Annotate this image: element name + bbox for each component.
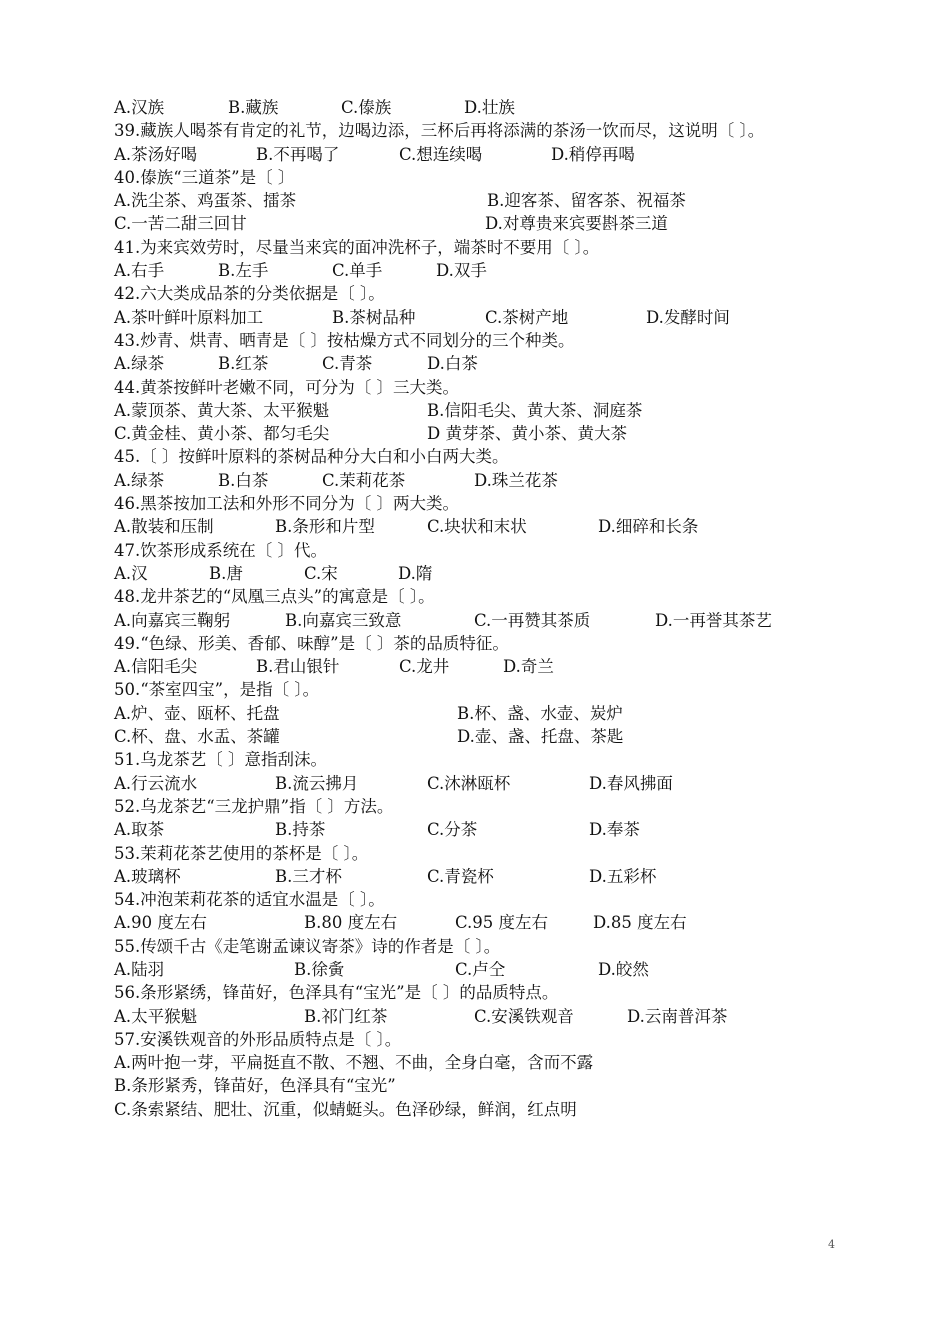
answer-options-row [114,958,874,981]
answer-option: A.玻璃杯 [114,866,181,886]
question-text: 52.乌龙茶艺“三龙护鼎”指〔 〕方法。 [114,796,394,816]
answer-option: D.一再誉其茶艺 [655,610,772,630]
answer-option: C.卢仝 [455,959,506,979]
answer-option: A.茶叶鲜叶原料加工 [114,307,264,327]
answer-option: B.信阳毛尖、黄大茶、洞庭茶 [427,400,643,420]
answer-options-row [114,818,874,841]
answer-option: B.迎客茶、留客茶、祝福茶 [487,191,686,211]
question-text: 47.饮茶形成系统在〔 〕代。 [114,540,327,560]
answer-options-row [114,96,874,119]
answer-option: C.茉莉花茶 [322,470,406,490]
answer-option: A.绿茶 [114,470,165,490]
answer-options-row [114,212,874,235]
answer-option: C.块状和末状 [427,517,527,537]
answer-option: D.双手 [436,261,487,281]
answer-options-row [114,515,874,538]
answer-option: B.三才杯 [275,866,342,886]
answer-option: D 黄芽茶、黄小茶、黄大茶 [427,424,627,444]
answer-option: B.君山银针 [256,657,340,677]
answer-option: C.宋 [304,563,338,583]
answer-option: B.持茶 [275,820,326,840]
answer-option: A.洗尘茶、鸡蛋茶、擂茶 [114,191,297,211]
question-text: 51.乌龙茶艺〔 〕意指刮沫。 [114,750,327,770]
answer-option: D.奇兰 [503,657,554,677]
question-list [114,96,874,1121]
answer-option: C.青茶 [322,354,373,374]
answer-options-row [114,702,874,725]
question-text: 45.〔 〕按鲜叶原料的茶树品种分大白和小白两大类。 [114,447,509,467]
answer-option: B.杯、盏、水壶、炭炉 [457,703,623,723]
question-text: 54.冲泡茉莉花茶的适宜水温是〔 〕。 [114,890,385,910]
answer-option: D.珠兰花茶 [474,470,558,490]
answer-option: C.杯、盘、水盂、茶罐 [114,727,280,747]
question-text: 56.条形紧绣，锋苗好，色泽具有“宝光”是〔 〕的品质特点。 [114,983,559,1003]
answer-option: A.两叶抱一芽，平扁挺直不散、不翘、不曲，全身白毫，含而不露 [114,1053,594,1073]
question-text: 48.龙井茶艺的“凤凰三点头”的寓意是〔 〕。 [114,587,435,607]
answer-option: B.向嘉宾三致意 [285,610,402,630]
answer-option: C.一苦二甜三回甘 [114,214,247,234]
answer-options-row [114,655,874,678]
answer-option: D.85 度左右 [593,913,687,933]
answer-option: C.95 度左右 [455,913,549,933]
answer-option: A.右手 [114,261,165,281]
question-text: 55.传颂千古《走笔谢孟谏议寄茶》诗的作者是〔 〕。 [114,936,501,956]
answer-options-row [114,725,874,748]
answer-options-row [114,772,874,795]
answer-options-row [114,469,874,492]
answer-option: B.流云拂月 [275,773,359,793]
answer-option: B.祁门红茶 [304,1006,388,1026]
answer-option: A.绿茶 [114,354,165,374]
answer-option: C.安溪铁观音 [474,1006,574,1026]
answer-option: D.发酵时间 [646,307,730,327]
answer-option: B.徐夤 [294,959,345,979]
answer-option: C.黄金桂、黄小茶、都匀毛尖 [114,424,330,444]
answer-option: C.青瓷杯 [427,866,494,886]
answer-option: C.傣族 [341,98,392,117]
answer-option: C.沐淋瓯杯 [427,773,511,793]
answer-option: A.取茶 [114,820,165,840]
question-text: 50.“茶室四宝”，是指〔 〕。 [114,680,320,700]
answer-option: A.行云流水 [114,773,198,793]
answer-option: D.隋 [398,563,433,583]
answer-option: D.春风拂面 [589,773,673,793]
answer-option: A.炉、壶、瓯杯、托盘 [114,703,280,723]
answer-option: A.散装和压制 [114,517,214,537]
answer-option: D.对尊贵来宾要斟茶三道 [485,214,668,234]
answer-options-row [114,609,874,632]
answer-options-row [114,911,874,934]
answer-option: C.茶树产地 [485,307,569,327]
answer-option: A.汉族 [114,98,165,117]
question-text: 49.“色绿、形美、香郁、味醇”是〔 〕茶的品质特征。 [114,633,509,653]
answer-options-row [114,865,874,888]
question-text: 53.茉莉花茶艺使用的茶杯是〔 〕。 [114,843,369,863]
answer-options-row [114,352,874,375]
answer-option: C.想连续喝 [399,144,483,164]
answer-option: A.茶汤好喝 [114,144,198,164]
answer-option: D.壮族 [464,98,515,117]
answer-option: C.分茶 [427,820,478,840]
question-text: 40.傣族“三道茶”是〔 〕 [114,167,295,187]
answer-option: C.条索紧结、肥壮、沉重，似蜻蜓头。色泽砂绿，鲜润，红点明 [114,1099,577,1119]
question-text: 57.安溪铁观音的外形品质特点是〔 〕。 [114,1029,402,1049]
question-text: 41.为来宾效劳时，尽量当来宾的面冲洗杯子，端茶时不要用〔 〕。 [114,237,600,257]
answer-option: B.唐 [209,563,243,583]
answer-option: B.藏族 [228,98,279,117]
answer-option: A.陆羽 [114,959,165,979]
answer-option: A.蒙顶茶、黄大茶、太平猴魁 [114,400,330,420]
answer-option: C.单手 [332,261,383,281]
answer-option: B.条形紧秀，锋苗好，色泽具有“宝光” [114,1076,396,1096]
answer-options-row [114,399,874,422]
answer-option: B.白茶 [218,470,269,490]
answer-option: D.皎然 [598,959,649,979]
answer-options-row [114,562,874,585]
answer-option: A.90 度左右 [114,913,207,933]
answer-option: D.稍停再喝 [551,144,635,164]
answer-options-row [114,306,874,329]
answer-options-row [114,143,874,166]
answer-option: A.向嘉宾三鞠躬 [114,610,231,630]
answer-options-row [114,422,874,445]
answer-option: A.信阳毛尖 [114,657,198,677]
page-number: 4 [828,1238,835,1251]
question-text: 44.黄茶按鲜叶老嫩不同，可分为〔 〕三大类。 [114,377,459,397]
answer-options-row [114,189,874,212]
answer-option: D.五彩杯 [589,866,657,886]
answer-option: B.不再喝了 [256,144,340,164]
question-text: 43.炒青、烘青、晒青是〔 〕按枯燥方式不同划分的三个种类。 [114,330,575,350]
question-text: 46.黑茶按加工法和外形不同分为〔 〕两大类。 [114,494,459,514]
answer-option: A.汉 [114,563,148,583]
answer-option: B.茶树品种 [332,307,416,327]
answer-option: A.太平猴魁 [114,1006,198,1026]
answer-option: B.左手 [218,261,269,281]
answer-option: D.细碎和长条 [598,517,699,537]
answer-option: B.红茶 [218,354,269,374]
question-text: 42.六大类成品茶的分类依据是〔 〕。 [114,284,385,304]
answer-option: B.条形和片型 [275,517,375,537]
answer-options-row [114,1005,874,1028]
question-text: 39.藏族人喝茶有肯定的礼节，边喝边添，三杯后再将添满的茶汤一饮而尽，这说明〔 〕。 [114,121,765,141]
answer-option: D.白茶 [427,354,478,374]
answer-option: C.一再赞其茶质 [474,610,591,630]
answer-option: D.壶、盏、托盘、茶匙 [457,727,624,747]
answer-options-row [114,259,874,282]
answer-option: D.云南普洱茶 [627,1006,728,1026]
answer-option: D.奉茶 [589,820,640,840]
answer-option: B.80 度左右 [304,913,398,933]
answer-option: C.龙井 [399,657,450,677]
